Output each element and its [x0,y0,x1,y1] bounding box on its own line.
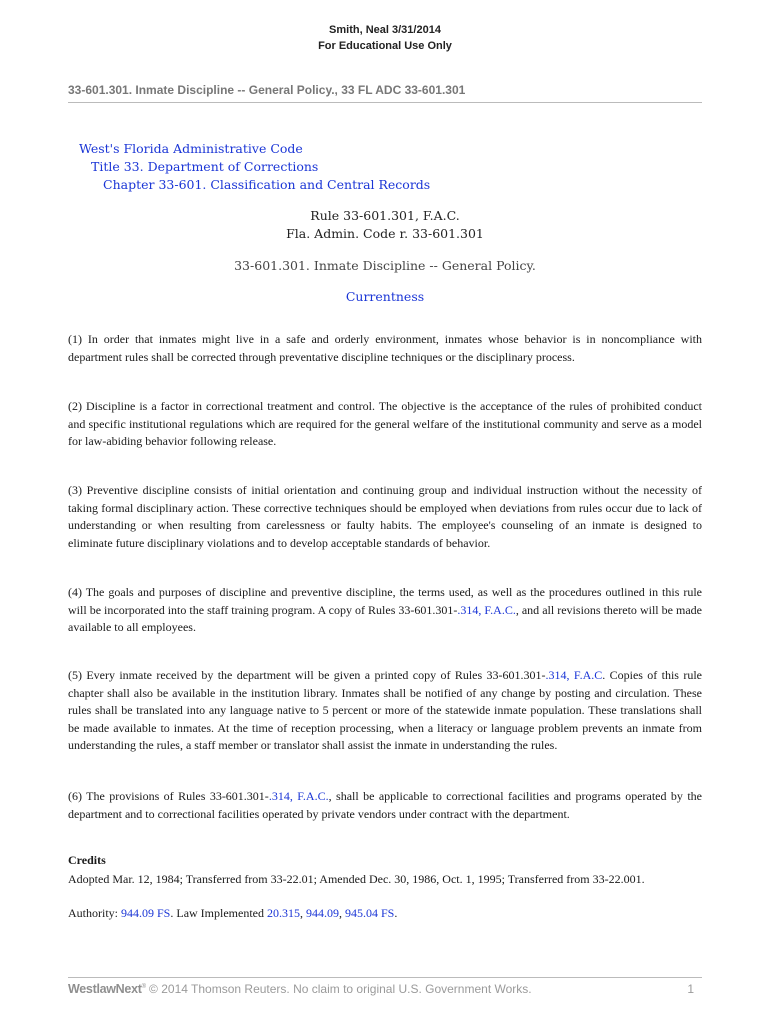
admin-code-reference: Fla. Admin. Code r. 33-601.301 [286,226,484,241]
paragraph-4 [68,584,702,637]
rules-range-link[interactable]: .314, F.A.C [545,668,603,682]
brand-registered-mark: ® [141,983,146,990]
paragraph-1: (1) In order that inmates might live in a safe and orderly environment, inmates whose behavior is in noncompliance with department rules shall be corrected through preventative discipline techniques or the disciplinary process. [68,332,702,364]
paragraph-6-text-b: , shall be applicable to correctional facilities and programs operated by the department and to correctional facilities operated by private vendors under contract with the department. [68,789,702,821]
breadcrumb-code[interactable]: West's Florida Administrative Code [79,141,303,156]
law-implemented-link-1[interactable]: 20.315 [267,906,300,920]
credits-heading: Credits [68,853,106,867]
paragraph-2: (2) Discipline is a factor in correctional treatment and control. The objective is the acceptance of the rules of prohibited conduct and specific institutional regulations which are required for the general welfare of the institutional community and serve as a model for law-abiding behavior following release. [68,399,702,449]
law-implemented-label: . Law Implemented [170,906,267,920]
paragraph-6-text-a: (6) The provisions of Rules 33-601.301- [68,789,269,803]
breadcrumb-title[interactable]: Title 33. Department of Corrections [91,159,319,174]
paragraph-5-text-a: (5) Every inmate received by the department will be given a printed copy of Rules 33-601.301- [68,668,546,682]
authority-label: Authority: [68,906,121,920]
currentness-link[interactable]: Currentness [345,289,425,304]
top-divider [68,102,702,103]
copyright-notice: © 2014 Thomson Reuters. No claim to original U.S. Government Works. [145,982,532,996]
authority-statute-link[interactable]: 944.09 FS [121,906,171,920]
paragraph-3: (3) Preventive discipline consists of initial orientation and continuing group and individual instruction without the necessity of taking formal disciplinary action. These corrective techniques should be employed when deviations from rules occur due to lack of understanding or when resulting from carelessness or faulty habits. The employee's counseling of an inmate is designed to eliminate future disciplinary violations and to develop acceptable standards of behavior. [68,483,702,550]
rules-range-link[interactable]: .314, F.A.C. [457,602,516,617]
header-user-date: Smith, Neal 3/31/2014 [329,24,441,36]
rules-range-link[interactable]: .314, F.A.C. [268,789,329,803]
paragraph-5-text-b: . Copies of this rule chapter shall also be available in the institution library. Inmates shall be notified of any change by posting and circulation. These rules shall be translated into any language native to 5 percent or more of the statewide inmate population. These translations shall be made available to inmates. At the time of reception processing, when a literacy or language problem prevents an inmate from understanding the rules, a staff member or translator shall assist the inmate in understanding the rules. [68,668,702,753]
section-title: 33-601.301. Inmate Discipline -- General Policy. [234,258,536,273]
westlaw-logo [68,982,146,996]
authority-end: . [394,906,398,920]
brand-name: WestlawNext [68,982,142,996]
credits-text: Adopted Mar. 12, 1984; Transferred from 33-22.01; Amended Dec. 30, 1986, Oct. 1, 1995; Transferred from 33-22.001. [68,872,645,886]
law-implemented-link-2[interactable]: 944.09 [306,906,339,920]
law-implemented-link-3[interactable]: 945.04 FS [345,906,395,920]
paragraph-6 [68,788,702,823]
rule-number: Rule 33-601.301, F.A.C. [310,208,460,223]
authority-separator: , [300,906,306,920]
paragraph-4-text-b: , and all revisions thereto will be made available to all employees. [68,602,702,635]
footer-divider [68,977,702,978]
paragraph-5 [68,667,702,755]
breadcrumb-chapter[interactable]: Chapter 33-601. Classification and Central Records [103,177,431,192]
authority-separator: , [339,906,345,920]
footer [68,982,702,996]
authority-line [68,906,397,921]
paragraph-4-text-a: (4) The goals and purposes of discipline and preventive discipline, the terms used, as well as the procedures outlined in this rule will be incorporated into the staff training program. A copy of Rules 33-601.301- [68,585,702,617]
header-usage-note: For Educational Use Only [318,40,452,52]
page-number: 1 [687,982,694,996]
document-citation: 33-601.301. Inmate Discipline -- General Policy., 33 FL ADC 33-601.301 [68,83,466,97]
